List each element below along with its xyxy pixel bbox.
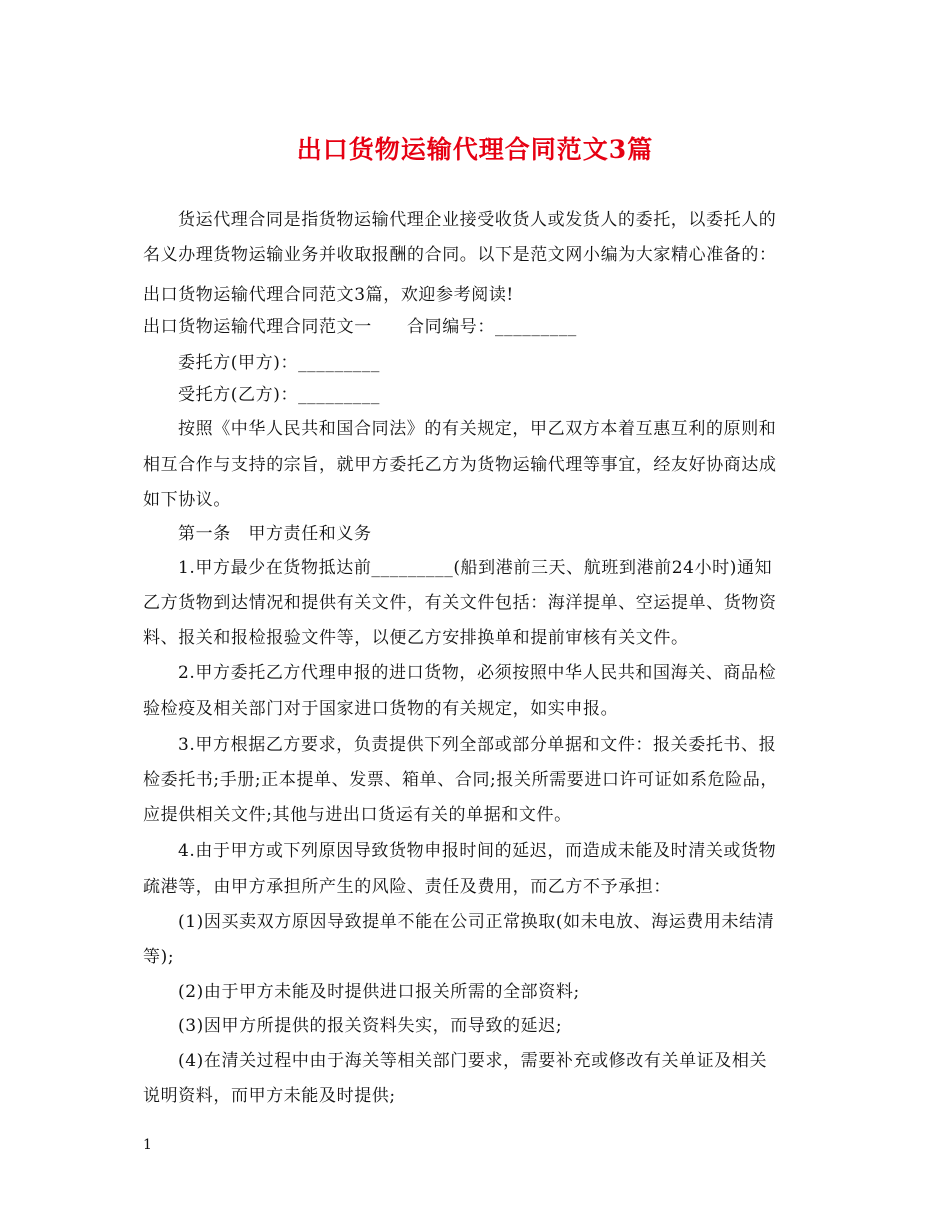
clause-line: 应提供相关文件;其他与进出口货运有关的单据和文件。 xyxy=(143,805,572,825)
paragraph-line: 按照《中华人民共和国合同法》的有关规定，甲乙双方本着互惠互利的原则和 xyxy=(178,419,777,439)
paragraph-line: 名义办理货物运输业务并收取报酬的合同。以下是范文网小编为大家精心准备的： xyxy=(143,245,777,265)
sub-clause-line: (2)由于甲方未能及时提供进口报关所需的全部资料; xyxy=(178,982,580,1002)
contract-number-line: 出口货物运输代理合同范文一 合同编号：_________ xyxy=(143,317,577,337)
sub-clause-line: 说明资料，而甲方未能及时提供; xyxy=(143,1086,396,1106)
clause-line: 2.甲方委托乙方代理申报的进口货物，必须按照中华人民共和国海关、商品检 xyxy=(178,663,777,683)
clause-line: 4.由于甲方或下列原因导致货物申报时间的延迟，而造成未能及时清关或货物 xyxy=(178,841,777,861)
sub-clause-line: (1)因买卖双方原因导致提单不能在公司正常换取(如未电放、海运费用未结清 xyxy=(178,912,775,932)
paragraph-line: 相互合作与支持的宗旨，就甲方委托乙方为货物运输代理等事宜，经友好协商达成 xyxy=(143,455,777,475)
paragraph-line: 货运代理合同是指货物运输代理企业接受收货人或发货人的委托，以委托人的 xyxy=(178,210,777,230)
sub-clause-line: (3)因甲方所提供的报关资料失实，而导致的延迟; xyxy=(178,1016,563,1036)
clause-line: 3.甲方根据乙方要求，负责提供下列全部或部分单据和文件：报关委托书、报 xyxy=(178,735,777,755)
clause-line: 1.甲方最少在货物抵达前_________(船到港前三天、航班到港前24小时)通知 xyxy=(178,558,773,578)
paragraph-line: 出口货物运输代理合同范文3篇，欢迎参考阅读! xyxy=(143,285,514,305)
clause-line: 乙方货物到达情况和提供有关文件，有关文件包括：海洋提单、空运提单、货物资 xyxy=(143,593,777,613)
clause-line: 检委托书;手册;正本提单、发票、箱单、合同;报关所需要进口许可证如系危险品， xyxy=(143,770,778,790)
paragraph-line: 如下协议。 xyxy=(143,490,231,510)
sub-clause-line: (4)在清关过程中由于海关等相关部门要求，需要补充或修改有关单证及相关 xyxy=(178,1051,768,1071)
document-title: 出口货物运输代理合同范文3篇 xyxy=(296,135,654,164)
party-a-line: 委托方(甲方)：_________ xyxy=(178,353,380,373)
clause-line: 料、报关和报检报验文件等，以便乙方安排换单和提前审核有关文件。 xyxy=(143,628,689,648)
party-b-line: 受托方(乙方)：_________ xyxy=(178,385,380,405)
clause-line: 疏港等，由甲方承担所产生的风险、责任及费用，而乙方不予承担： xyxy=(143,877,671,897)
section-heading: 第一条 甲方责任和义务 xyxy=(178,524,372,544)
page-number: 1 xyxy=(143,1137,152,1153)
sub-clause-line: 等); xyxy=(143,947,175,967)
clause-line: 验检疫及相关部门对于国家进口货物的有关规定，如实申报。 xyxy=(143,699,619,719)
